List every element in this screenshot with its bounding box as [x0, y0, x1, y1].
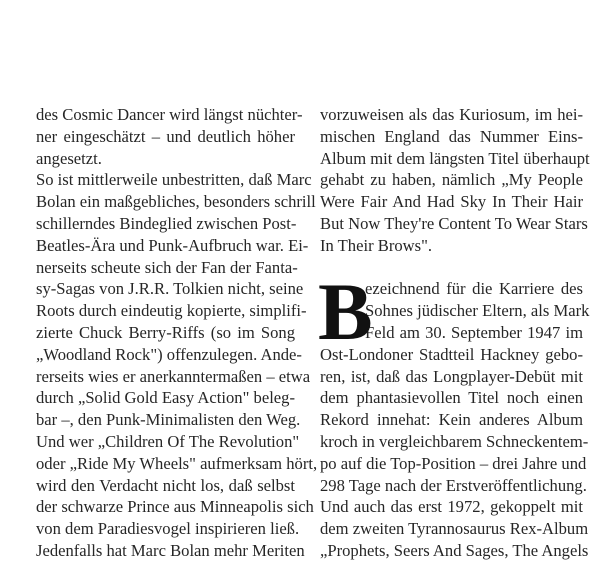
text-line: Roots durch eindeutig kopierte, simplifi-: [36, 301, 307, 321]
text-line: schillerndes Bindeglied zwischen Post-: [36, 213, 297, 233]
text-line: nerseits scheute sich der Fan der Fanta-: [36, 257, 298, 277]
text-line: Ost-Londoner Stadtteil Hackney gebo-: [320, 344, 583, 364]
right-column: [318, 104, 590, 562]
text-line: durch „Solid Gold Easy Action" beleg-: [36, 388, 295, 408]
text-line: ezeichnend für die Karriere des: [365, 279, 583, 299]
text-line: wird den Verdacht nicht los, daß selbst: [36, 475, 295, 495]
text-line: sy-Sagas von J.R.R. Tolkien nicht, seine: [36, 279, 304, 299]
text-line: Und wer „Children Of The Revolution": [36, 431, 300, 451]
text-line: ren, ist, daß das Longplayer-Debüt mit: [320, 366, 583, 386]
text-line: Were Fair And Had Sky In Their Hair: [320, 192, 583, 212]
text-line: Feld am 30. September 1947 im: [365, 322, 583, 342]
text-line: angesetzt.: [36, 148, 102, 168]
text-line: Rekord innehat: Kein anderes Album: [320, 410, 583, 430]
text-line: Jedenfalls hat Marc Bolan mehr Meriten: [36, 540, 305, 560]
text-line: der schwarze Prince aus Minneapolis sich: [36, 497, 314, 517]
text-line: Sohnes jüdischer Eltern, als Mark: [365, 301, 590, 321]
drop-cap: B: [318, 266, 373, 358]
text-line: Bolan ein maßgebliches, besonders schrill: [36, 192, 316, 212]
drop-cap-paragraph: [318, 266, 590, 561]
text-line: „Prophets, Seers And Sages, The Angels: [320, 540, 589, 560]
text-line: „Woodland Rock") offenzulegen. Ande-: [36, 344, 302, 364]
text-line: Und auch das erst 1972, gekoppelt mit: [320, 497, 583, 517]
text-line: So ist mittlerweile unbestritten, daß Marc: [36, 170, 312, 190]
text-line: Beatles-Ära und Punk-Aufbruch war. Ei-: [36, 235, 309, 255]
text-line: dem phantasievollen Titel noch einen: [320, 388, 583, 408]
text-line: ner eingeschätzt – und deutlich höher: [36, 126, 295, 146]
text-line: mischen England das Nummer Eins-: [320, 126, 583, 146]
text-line: In Their Brows".: [320, 235, 433, 255]
left-column: [36, 104, 318, 562]
text-line: oder „Ride My Wheels" aufmerksam hört,: [36, 453, 318, 473]
text-line: But Now They're Content To Wear Stars: [320, 213, 588, 233]
text-line: Album mit dem längsten Titel überhaupt: [320, 148, 590, 168]
text-line: bar –, den Punk-Minimalisten den Weg.: [36, 410, 301, 430]
text-line: rerseits wies er anerkanntermaßen – etwa: [36, 366, 311, 386]
text-line: des Cosmic Dancer wird längst nüchter-: [36, 105, 303, 124]
text-line: po auf die Top-Position – drei Jahre und: [320, 453, 587, 473]
text-line: zierte Chuck Berry-Riffs (so im Song: [36, 322, 295, 342]
text-line: kroch in vergleichbarem Schneckentem-: [320, 431, 589, 451]
text-line: von dem Paradiesvogel inspirieren ließ.: [36, 519, 300, 539]
text-line: vorzuweisen als das Kuriosum, im hei-: [320, 105, 583, 124]
text-line: 298 Tage nach der Erstveröffentlichung.: [320, 475, 587, 495]
text-line: gehabt zu haben, nämlich „My People: [320, 170, 583, 190]
text-line: dem zweiten Tyrannosaurus Rex-Album: [320, 519, 589, 539]
